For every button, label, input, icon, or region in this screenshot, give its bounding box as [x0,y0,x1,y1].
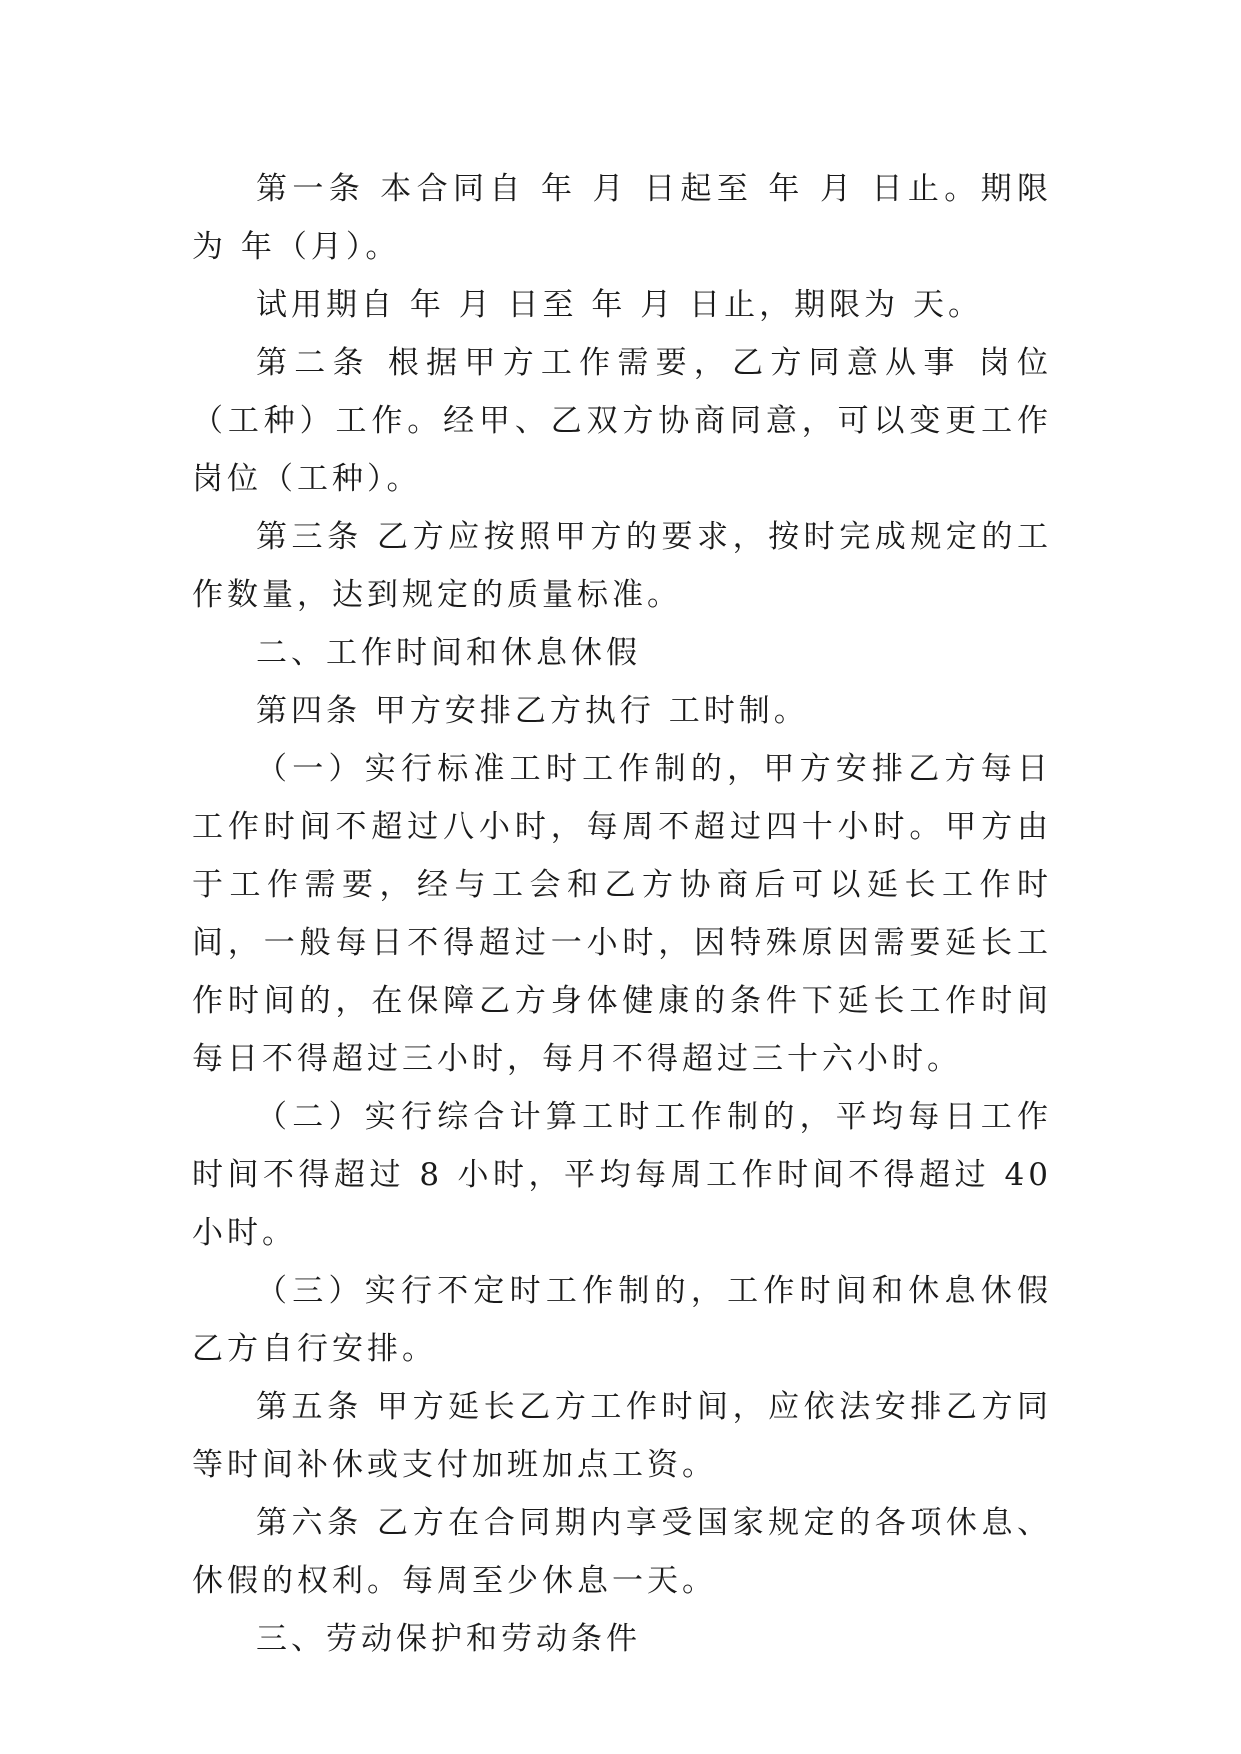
clause-4-item-3: （三）实行不定时工作制的，工作时间和休息休假乙方自行安排。 [192,1273,1052,1367]
clause-1-term: 第一条 本合同自 年 月 日起至 年 月 日止。期限为 年（月）。 [192,171,1052,265]
clause-6-rest: 第六条 乙方在合同期内享受国家规定的各项休息、休假的权利。每周至少休息一天。 [192,1505,1052,1599]
section-2-heading: 二、工作时间和休息休假 [256,635,641,671]
clause-4-item-1: （一）实行标准工时工作制的，甲方安排乙方每日工作时间不超过八小时，每周不超过四十小时。甲方由于工作需要，经与工会和乙方协商后可以延长工作时间，一般每日不得超过一小时，因特殊原因需要延长工作时间的，在保障乙方身体健康的条件下延长工作时间每日不得超过三小时，每月不得超过三十六小时。 [192,751,1052,1077]
document-body [192,160,1052,1668]
clause-2-position: 第二条 根据甲方工作需要，乙方同意从事 岗位（工种）工作。经甲、乙双方协商同意，可以变更工作岗位（工种）。 [192,345,1052,497]
clause-5-overtime: 第五条 甲方延长乙方工作时间，应依法安排乙方同等时间补休或支付加班加点工资。 [192,1389,1052,1483]
probation-period: 试用期自 年 月 日至 年 月 日止，期限为 天。 [256,287,983,323]
clause-4-item-2: （二）实行综合计算工时工作制的，平均每日工作时间不得超过 8 小时，平均每周工作时间不得超过 40 小时。 [192,1099,1052,1251]
clause-3-duties: 第三条 乙方应按照甲方的要求，按时完成规定的工作数量，达到规定的质量标准。 [192,519,1052,613]
section-3-heading: 三、劳动保护和劳动条件 [256,1621,641,1657]
clause-4-work-hours: 第四条 甲方安排乙方执行 工时制。 [256,693,809,729]
